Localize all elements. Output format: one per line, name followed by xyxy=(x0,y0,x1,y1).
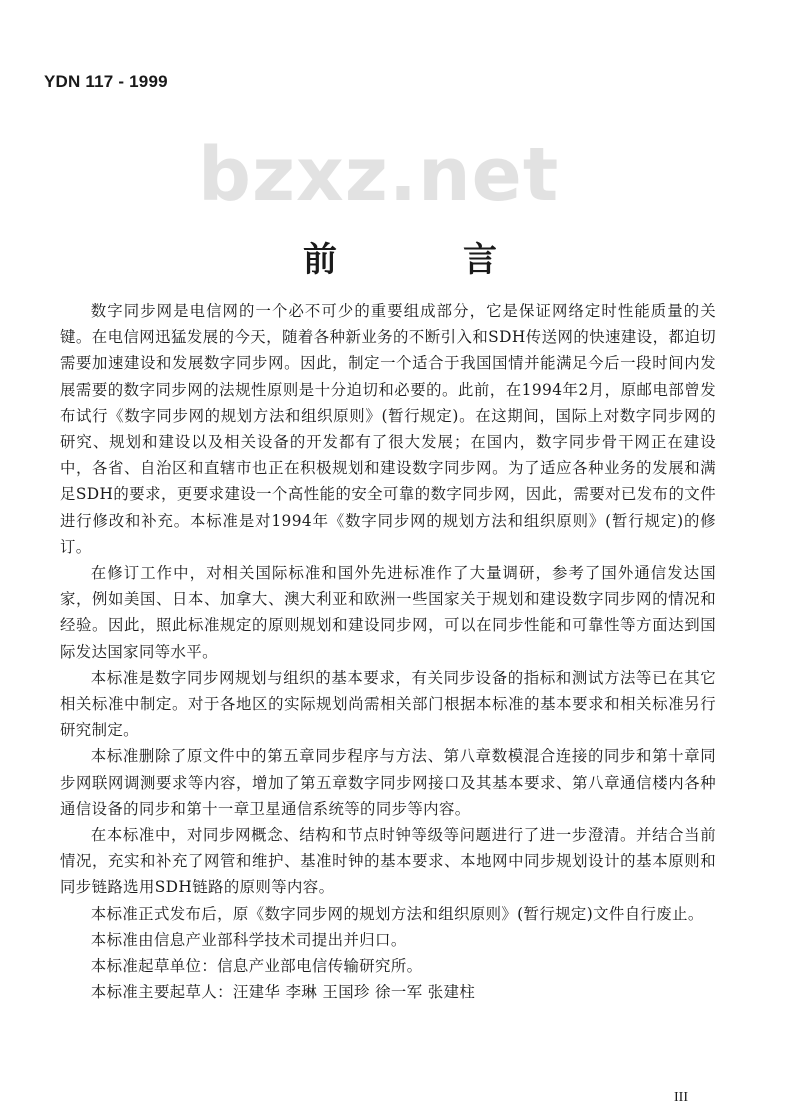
standard-code: YDN 117 - 1999 xyxy=(44,72,168,91)
paragraph: 本标准删除了原文件中的第五章同步程序与方法、第八章数模混合连接的同步和第十章同步网联网调测要求等内容，增加了第五章数字同步网接口及其基本要求、第八章通信楼内各种通信设备的同步和第十一章卫星通信系统等的同步等内容。 xyxy=(60,747,716,818)
paragraph: 在修订工作中，对相关国际标准和国外先进标准作了大量调研，参考了国外通信发达国家，例如美国、日本、加拿大、澳大利亚和欧洲一些国家关于规划和建设数字同步网的情况和经验。因此，照此标准规定的原则规划和建设同步网，可以在同步性能和可靠性等方面达到国际发达国家同等水平。 xyxy=(60,564,716,661)
paragraph: 本标准主要起草人：汪建华 李琳 王国珍 徐一军 张建柱 xyxy=(90,983,476,1002)
paragraph: 本标准正式发布后，原《数字同步网的规划方法和组织原则》(暂行规定)文件自行废止。 xyxy=(90,904,704,923)
page-title: 前 言 xyxy=(303,240,543,280)
page-number: III xyxy=(674,1090,688,1105)
paragraph: 本标准由信息产业部科学技术司提出并归口。 xyxy=(90,930,407,949)
paragraph: 本标准是数字同步网规划与组织的基本要求，有关同步设备的指标和测试方法等已在其它相关标准中制定。对于各地区的实际规划尚需相关部门根据本标准的基本要求和相关标准另行研究制定。 xyxy=(60,668,716,740)
foreword-body xyxy=(60,298,716,1005)
paragraph: 数字同步网是电信网的一个必不可少的重要组成部分，它是保证网络定时性能质量的关键。在电信网迅猛发展的今天，随着各种新业务的不断引入和SDH传送网的快速建设，都迫切需要加速建设和发展数字同步网。因此，制定一个适合于我国国情并能满足今后一段时间内发展需要的数字同步网的法规性原则是十分迫切和必要的。此前，在1994年2月，原邮电部曾发布试行《数字同步网的规划方法和组织原则》(暂行规定)。在这期间，国际上对数字同步网的研究、规划和建设以及相关设备的开发都有了很大发展；在国内，数字同步骨干网正在建设中，各省、自治区和直辖市也正在积极规划和建设数字同步网。为了适应各种业务的发展和满足SDH的要求，更要求建设一个高性能的安全可靠的数字同步网，因此，需要对已发布的文件进行修改和补充。本标准是对1994年《数字同步网的规划方法和组织原则》(暂行规定)的修订。 xyxy=(60,302,716,556)
paragraph: 本标准起草单位：信息产业部电信传输研究所。 xyxy=(90,957,423,976)
watermark: bzxz.net xyxy=(198,132,560,218)
paragraph: 在本标准中，对同步网概念、结构和节点时钟等级等问题进行了进一步澄清。并结合当前情况，充实和补充了网管和维护、基准时钟的基本要求、本地网中同步规划设计的基本原则和同步链路选用SDH链路的原则等内容。 xyxy=(60,826,716,897)
